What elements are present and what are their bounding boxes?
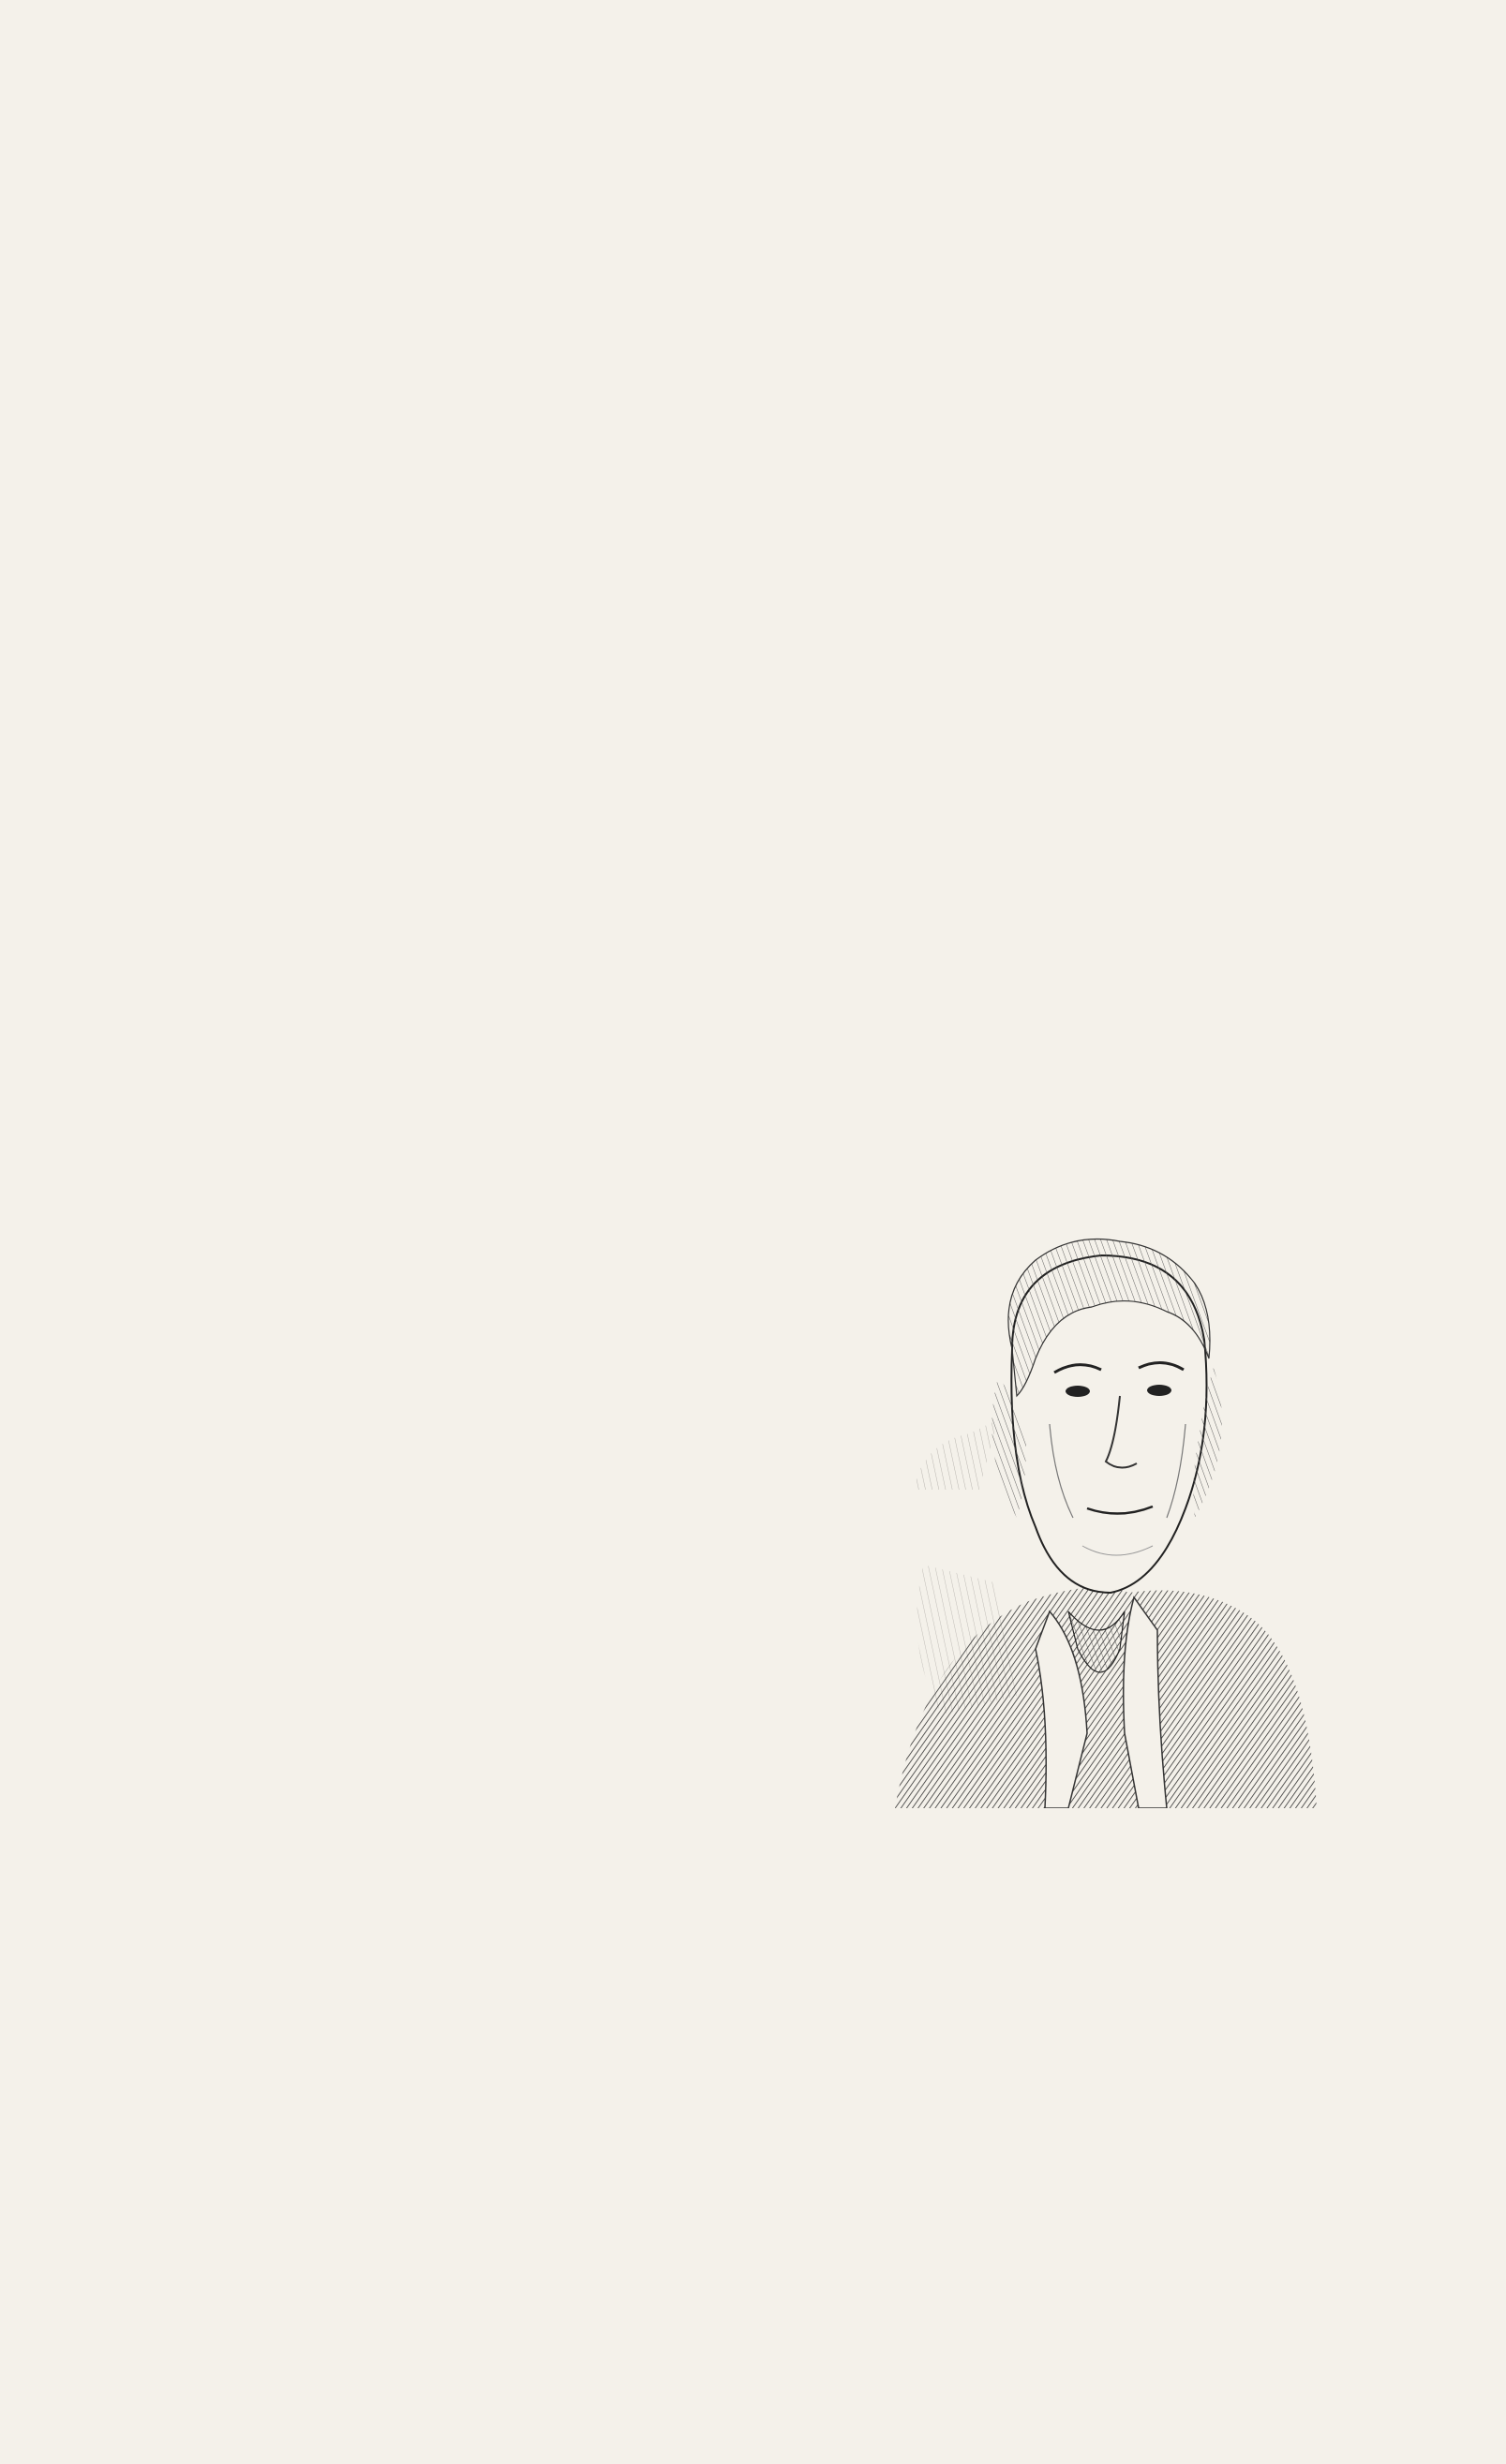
page-header — [122, 111, 1415, 167]
portrait-engraving — [886, 1209, 1321, 1808]
